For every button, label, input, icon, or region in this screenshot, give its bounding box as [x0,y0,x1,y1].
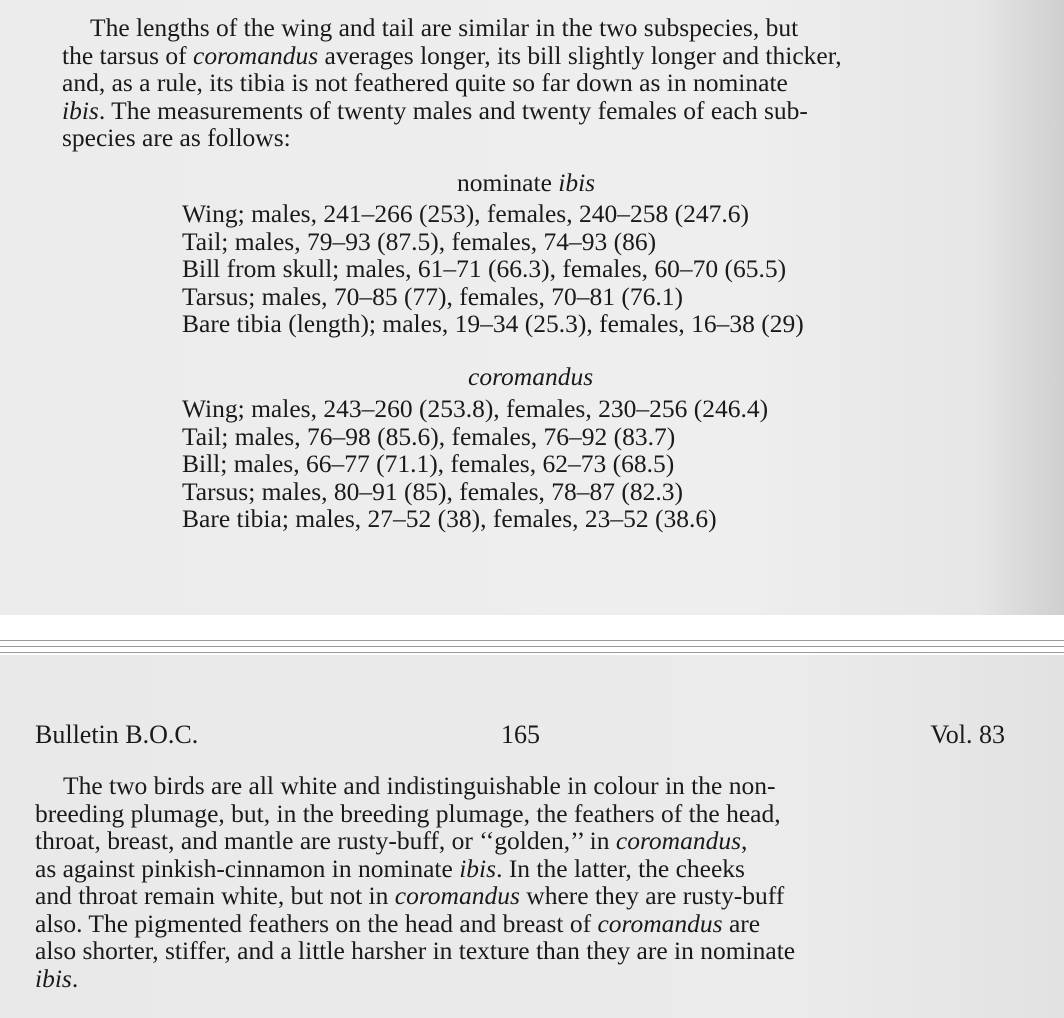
text-segment: as against pinkish-cinnamon in nominate [35,853,460,883]
measurement-row: Bare tibia; males, 27–52 (38), females, 23–52 (38.6) [182,504,717,533]
text-segment: also. The pigmented feathers on the head and breast of [35,908,598,938]
measurement-row: Tail; males, 76–98 (85.6), females, 76–92 (83.7) [182,421,676,451]
nominate-measurements-list [182,200,804,338]
text-line [35,772,1003,800]
text-segment: coromandus [394,881,520,910]
text-segment: . The measurements of twenty males and twenty females of each sub- [98,95,808,125]
text-line [62,14,1028,42]
measurement-row: Bare tibia (length); males, 19–34 (25.3), females, 16–38 (29) [182,309,804,338]
text-line [62,69,1028,97]
text-segment: and, as a rule, its tibia is not feathered quite so far down as in nominate [62,68,788,97]
text-segment: also shorter, stiffer, and a little harsher in texture than they are in nominate [35,936,796,965]
measurement-row: Bill; males, 66–77 (71.1), females, 62–73 (68.5) [182,449,675,478]
text-line [35,882,1003,910]
text-segment: averages longer, its bill slightly longer and thicker, [318,40,842,70]
text-line [35,855,1003,883]
text-line [35,827,1003,855]
measurement-row: Tail; males, 79–93 (87.5), females, 74–93 (86) [182,226,657,256]
text-segment: The lengths of the wing and tail are similar in the two subspecies, but [90,13,799,42]
intro-paragraph [62,14,1028,152]
coromandus-heading [468,362,593,392]
volume-number: Vol. 83 [930,720,1005,749]
text-line [62,97,1028,125]
text-segment: coromandus [615,826,742,855]
text-segment: . In the latter, the cheeks [496,853,745,883]
text-segment: breeding plumage, but, in the breeding plumage, the feathers of the head, [35,798,781,828]
text-segment: ibis [62,95,99,125]
text-segment: throat, breast, and mantle are rusty-buff, or ‘‘golden,’’ in [35,826,616,855]
page-number: 165 [501,720,540,749]
text-segment: are [722,908,761,938]
coromandus-measurements-list [182,395,768,533]
measurement-row: Wing; males, 241–266 (253), females, 240–258 (247.6) [182,199,749,228]
measurement-row: Wing; males, 243–260 (253.8), females, 230–256 (246.4) [182,394,769,423]
nominate-heading-prefix: nominate [457,168,559,197]
text-segment: species are as follows: [62,123,291,152]
separator-line [0,646,1064,647]
text-segment: ibis [35,963,72,993]
nominate-ibis-heading [457,168,595,198]
text-segment: the tarsus of [62,40,194,70]
separator-line [0,652,1064,653]
coromandus-heading-italic: coromandus [468,362,594,391]
text-line [35,965,1003,993]
measurement-row: Tarsus; males, 80–91 (85), females, 78–87 (82.3) [182,476,684,506]
text-segment: The two birds are all white and indistinguishable in colour in the non- [63,771,776,800]
text-segment: coromandus [597,908,723,938]
text-segment: . [71,963,79,993]
measurement-row: Bill from skull; males, 61–71 (66.3), females, 60–70 (65.5) [182,254,787,283]
text-line [62,124,1028,152]
text-segment: coromandus [193,40,319,70]
text-segment: , [741,826,748,855]
journal-name: Bulletin B.O.C. [35,720,199,749]
text-segment: and throat remain white, but not in [35,881,395,910]
nominate-heading-italic: ibis [558,168,596,197]
running-header [35,720,1005,752]
page-separator [0,615,1064,655]
plumage-paragraph [35,772,1003,992]
text-line [35,937,1003,965]
measurement-row: Tarsus; males, 70–85 (77), females, 70–81 (76.1) [182,281,684,311]
text-segment: ibis [459,853,497,883]
text-line [62,42,1028,70]
separator-line [0,640,1064,641]
text-segment: where they are rusty-buff [519,881,785,910]
text-line [35,910,1003,938]
text-line [35,800,1003,828]
